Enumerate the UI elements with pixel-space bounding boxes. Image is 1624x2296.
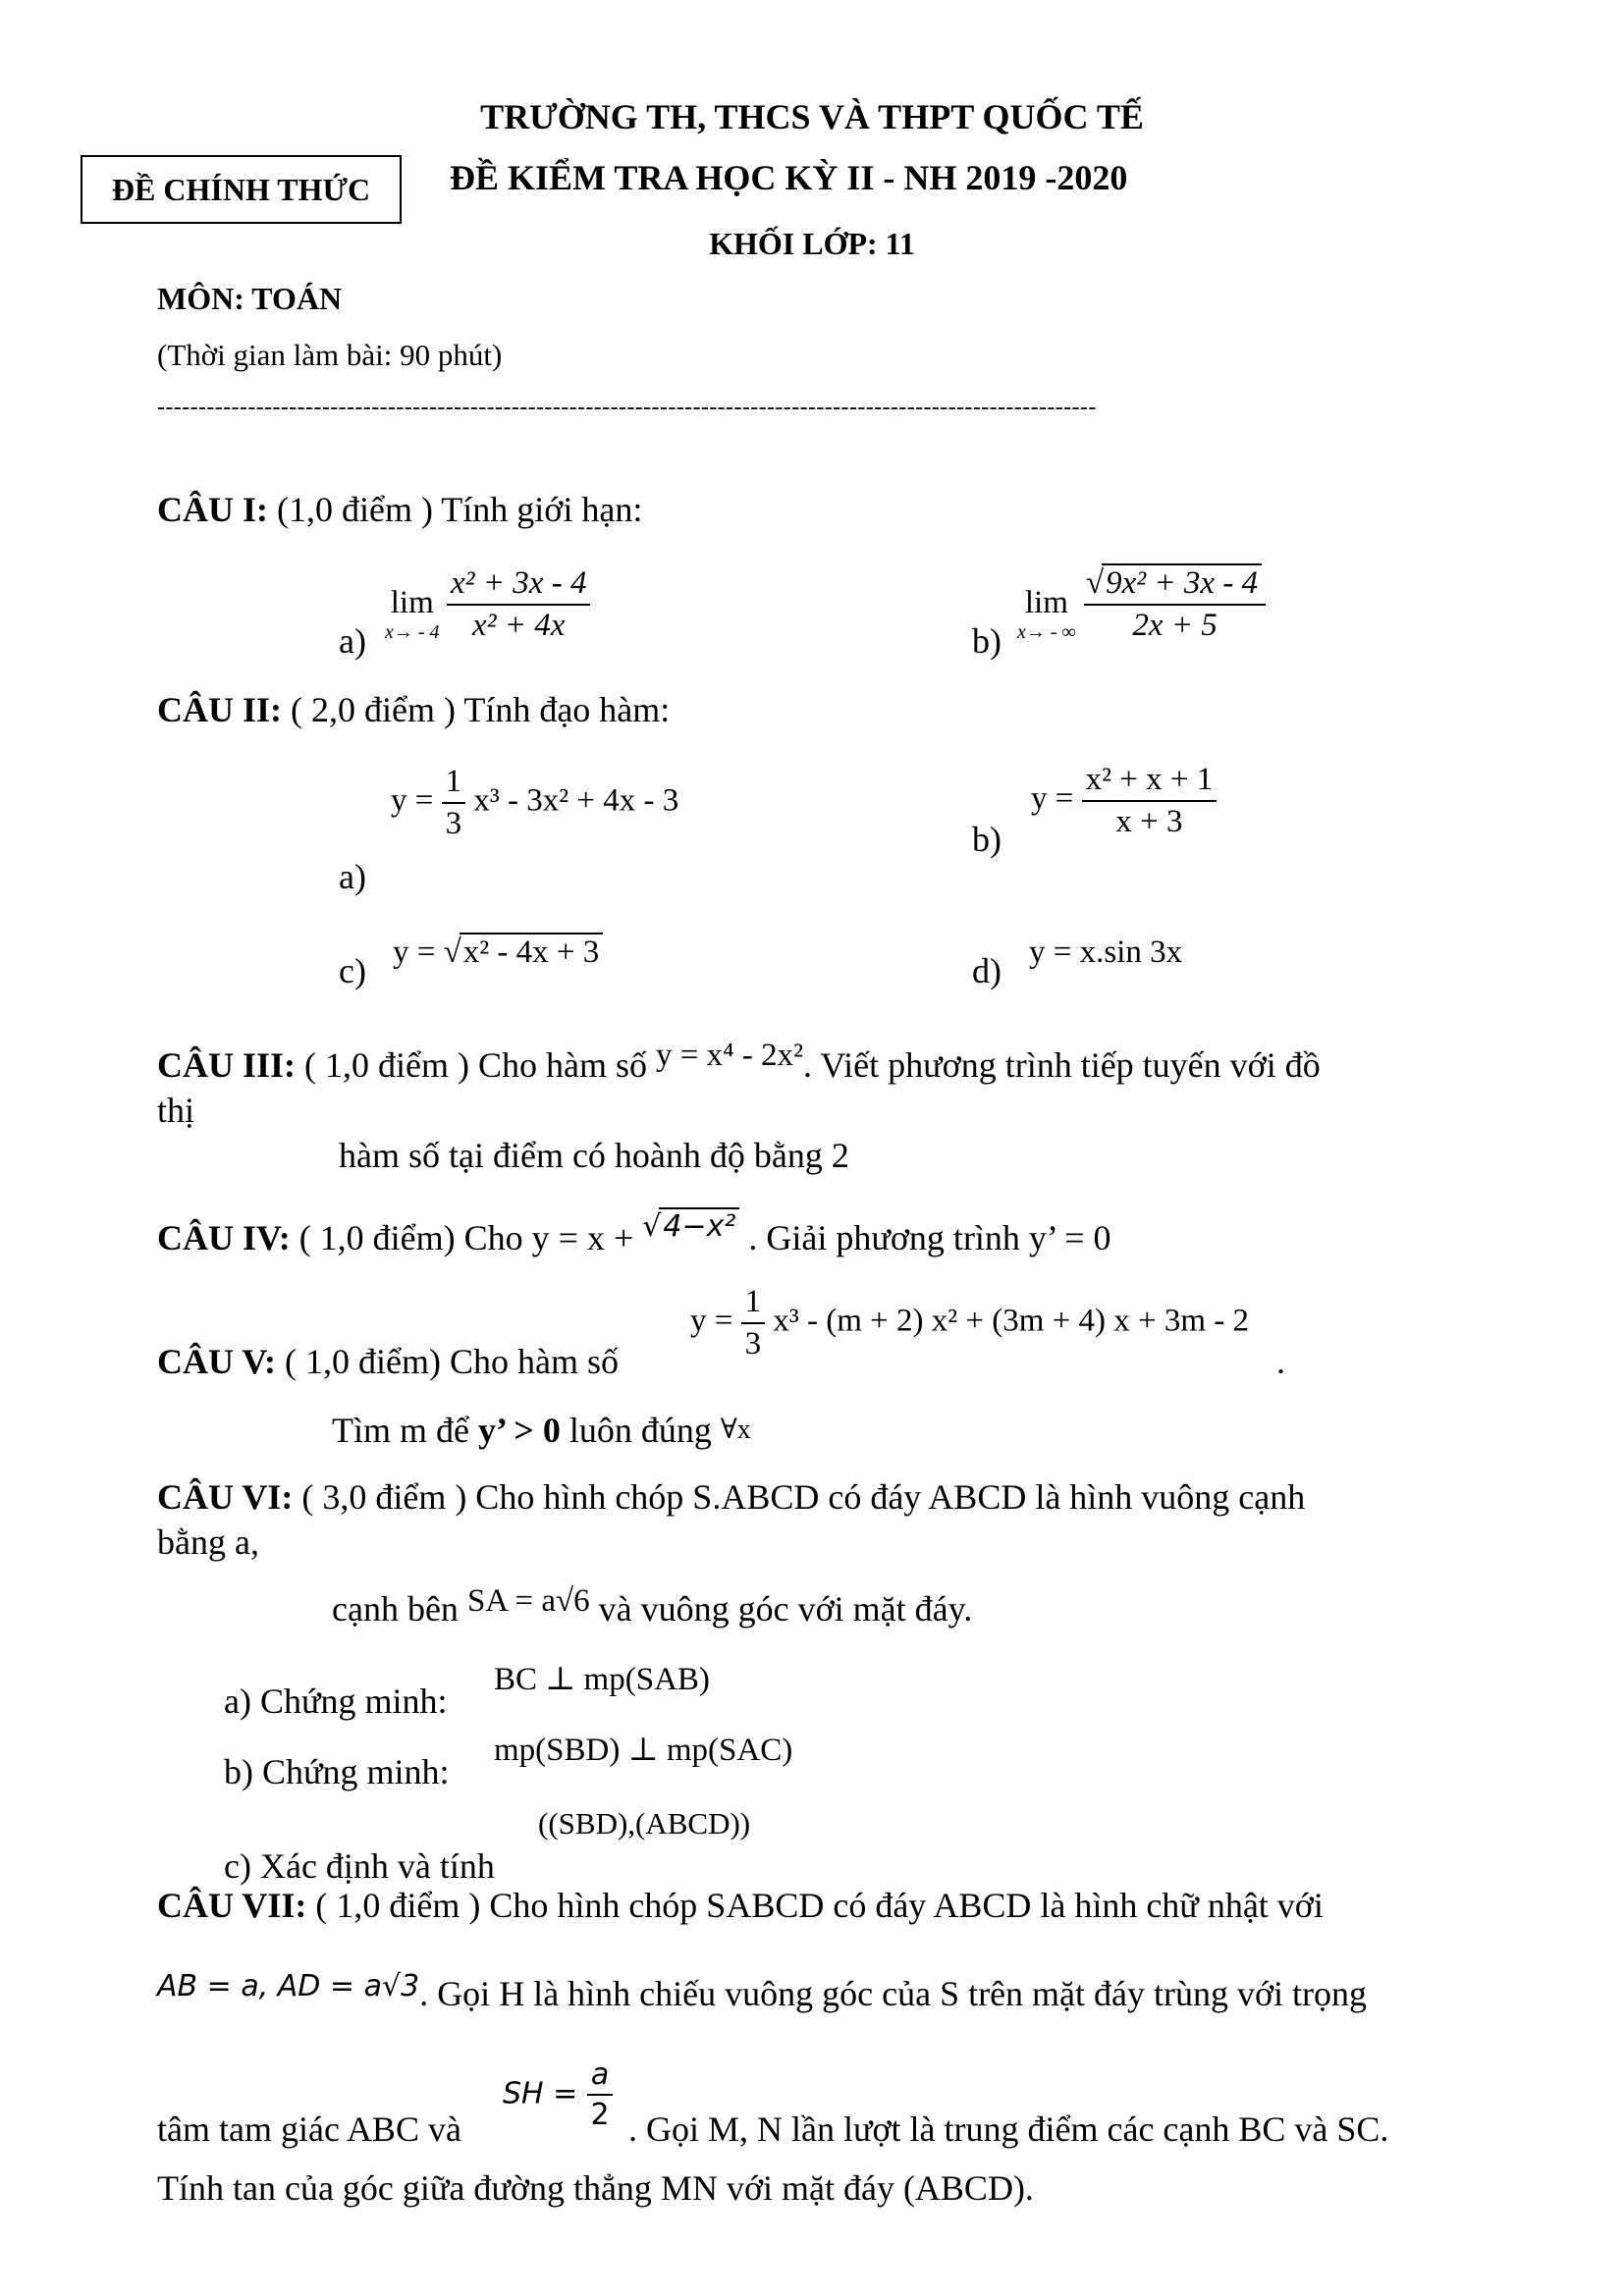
q2-b-label: b) <box>972 820 1001 859</box>
question-6-text-2: bằng a, <box>157 1522 259 1562</box>
q5-expression <box>690 1284 1249 1362</box>
question-1-label: CÂU I: <box>157 490 268 529</box>
question-7-text-1: ( 1,0 điểm ) Cho hình chóp SABCD có đáy ABCD là hình chữ nhật với <box>306 1886 1324 1925</box>
q2-a-prefix: y = <box>391 782 434 819</box>
question-6-label: CÂU VI: <box>157 1477 294 1517</box>
q5-den: 3 <box>744 1326 762 1362</box>
question-5-text-1: ( 1,0 điểm) Cho hàm số <box>276 1342 619 1381</box>
question-2-text: ( 2,0 điểm ) Tính đạo hàm: <box>282 690 671 729</box>
q7-sh-fraction <box>587 2057 613 2132</box>
q5-dot: . <box>1276 1342 1285 1381</box>
question-3-label: CÂU III: <box>157 1045 297 1085</box>
q7-expression-1: AB = a, AD = a√3 <box>157 1969 420 2003</box>
q7-sh-num: a <box>587 2057 613 2096</box>
q6-b-text: b) Chứng minh: <box>224 1752 450 1791</box>
question-6-text-3: cạnh bên <box>332 1589 467 1629</box>
question-4-label: CÂU IV: <box>157 1218 291 1257</box>
q1-a-lim-sub: x→ - 4 <box>385 621 440 643</box>
question-4-line <box>157 1209 1111 1258</box>
q2-b-den: x + 3 <box>1115 804 1183 839</box>
q7-sh-prefix: SH = <box>503 2076 578 2111</box>
q2-a-label: a) <box>339 857 366 896</box>
grade-label: KHỐI LỚP: 11 <box>709 226 915 261</box>
q1-a-lim: lim <box>390 585 434 620</box>
q6-b-expression: mp(SBD) ⊥ mp(SAC) <box>494 1733 793 1768</box>
school-name: TRƯỜNG TH, THCS VÀ THPT QUỐC TẾ <box>480 97 1144 136</box>
q2-a-expression <box>391 764 678 842</box>
q4-radical: √4−x² <box>642 1209 739 1244</box>
q1-b-denominator: 2x + 5 <box>1132 608 1218 643</box>
subject-label: MÔN: TOÁN <box>157 281 343 316</box>
q1-a-fraction <box>447 565 590 644</box>
q6-sa-expression: SA = a√6 <box>466 1583 590 1619</box>
q5-rest: x³ - (m + 2) x² + (3m + 4) x + 3m - 2 <box>773 1303 1250 1339</box>
q1-b-lim-sub: x→ - ∞ <box>1017 621 1076 643</box>
question-2-heading <box>157 689 670 730</box>
q1-a-limit <box>385 585 440 644</box>
q2-c-label: c) <box>339 951 366 990</box>
q2-b-num: x² + x + 1 <box>1082 762 1218 802</box>
question-7-line-1 <box>157 1885 1324 1926</box>
q2-b-fraction <box>1082 762 1218 840</box>
q5-line2-b: y’ > 0 <box>477 1411 561 1450</box>
q2-b-prefix: y = <box>1031 780 1074 817</box>
question-3-text-3: thị <box>157 1091 195 1130</box>
question-7-text-2: . Gọi H là hình chiếu vuông góc của S trên mặt đáy trùng với trọng <box>419 1974 1368 2013</box>
q1-b-numerator: 9x² + 3x - 4 <box>1102 563 1262 602</box>
q2-a-fraction <box>442 764 466 842</box>
question-6-text-4: và vuông góc với mặt đáy. <box>589 1589 973 1629</box>
q2-c-radicand: x² - 4x + 3 <box>460 933 604 971</box>
question-3-text-2: . Viết phương trình tiếp tuyến với đồ <box>802 1045 1321 1085</box>
q1-a-numerator: x² + 3x - 4 <box>447 565 590 606</box>
question-3-text-1: ( 1,0 điểm ) Cho hàm số <box>296 1045 656 1085</box>
q5-line2-a: Tìm m để <box>332 1411 478 1450</box>
q2-c-expression: y = √x² - 4x + 3 <box>393 933 603 971</box>
q7-sh-expression <box>503 2057 613 2132</box>
question-7-text-3: tâm tam giác ABC và <box>157 2109 461 2149</box>
q2-d-expression: y = x.sin 3x <box>1029 934 1183 970</box>
q6-c-expression: ((SBD),(ABCD)) <box>538 1806 751 1841</box>
q2-a-den: 3 <box>445 806 462 841</box>
q5-num: 1 <box>741 1284 766 1324</box>
q5-forall: ∀x <box>720 1415 751 1445</box>
exam-title: ĐỀ KIỂM TRA HỌC KỲ II - NH 2019 -2020 <box>450 158 1128 197</box>
question-5-line-2 <box>332 1410 751 1451</box>
q5-prefix: y = <box>690 1303 733 1339</box>
q6-a-expression: BC ⊥ mp(SAB) <box>494 1662 710 1697</box>
q6-c-text: c) Xác định và tính <box>224 1846 495 1886</box>
question-5-heading <box>157 1341 619 1382</box>
q5-line2-c: luôn đúng <box>560 1411 721 1450</box>
q1-b-limit <box>1017 585 1076 644</box>
q1-a-label: a) <box>339 621 366 661</box>
q2-b-expression <box>1031 762 1217 840</box>
q2-a-num: 1 <box>442 764 466 804</box>
q1-a-denominator: x² + 4x <box>471 608 566 643</box>
question-3-text-4: hàm số tại điểm có hoành độ bằng 2 <box>339 1136 849 1175</box>
question-6-text-1: ( 3,0 điểm ) Cho hình chóp S.ABCD có đáy ABCD là hình vuông cạnh <box>293 1477 1306 1517</box>
q5-fraction <box>741 1284 766 1362</box>
question-4-text-1: ( 1,0 điểm) Cho y = x + <box>290 1218 643 1257</box>
question-6-line-1 <box>157 1476 1305 1518</box>
q7-sh-den: 2 <box>590 2098 610 2132</box>
q2-d-label: d) <box>972 951 1001 990</box>
q2-c-prefix: y = <box>393 934 436 970</box>
question-7-text-5: Tính tan của góc giữa đường thẳng MN với mặt đáy (ABCD). <box>157 2168 1034 2208</box>
q4-radicand: 4−x² <box>659 1207 739 1244</box>
q1-b-lim: lim <box>1024 585 1068 620</box>
question-2-label: CÂU II: <box>157 690 283 729</box>
question-1-text: (1,0 điểm ) Tính giới hạn: <box>268 490 643 529</box>
question-6-line-3 <box>332 1583 973 1629</box>
q1-b-label: b) <box>972 621 1001 661</box>
q2-a-rest: x³ - 3x² + 4x - 3 <box>473 782 679 819</box>
question-1-heading <box>157 489 642 530</box>
question-7-label: CÂU VII: <box>157 1886 307 1925</box>
question-7-text-4: . Gọi M, N lần lượt là trung điểm các cạnh BC và SC. <box>628 2109 1389 2149</box>
official-label: ĐỀ CHÍNH THỨC <box>81 155 402 224</box>
divider: ------------------------------------------------------------------------------------------------------------------ <box>157 395 1097 420</box>
q6-a-text: a) Chứng minh: <box>224 1682 448 1721</box>
question-7-line-2 <box>157 1969 1368 2014</box>
question-5-label: CÂU V: <box>157 1342 277 1381</box>
question-3-line-1 <box>157 1038 1321 1086</box>
duration-label: (Thời gian làm bài: 90 phút) <box>157 338 503 372</box>
q1-b-fraction <box>1084 563 1266 644</box>
q3-expression: y = x⁴ - 2x² <box>655 1038 803 1073</box>
question-4-text-2: . Giải phương trình y’ = 0 <box>748 1218 1111 1257</box>
q1-b-numerator-wrap: √9x² + 3x - 4 <box>1084 563 1266 606</box>
